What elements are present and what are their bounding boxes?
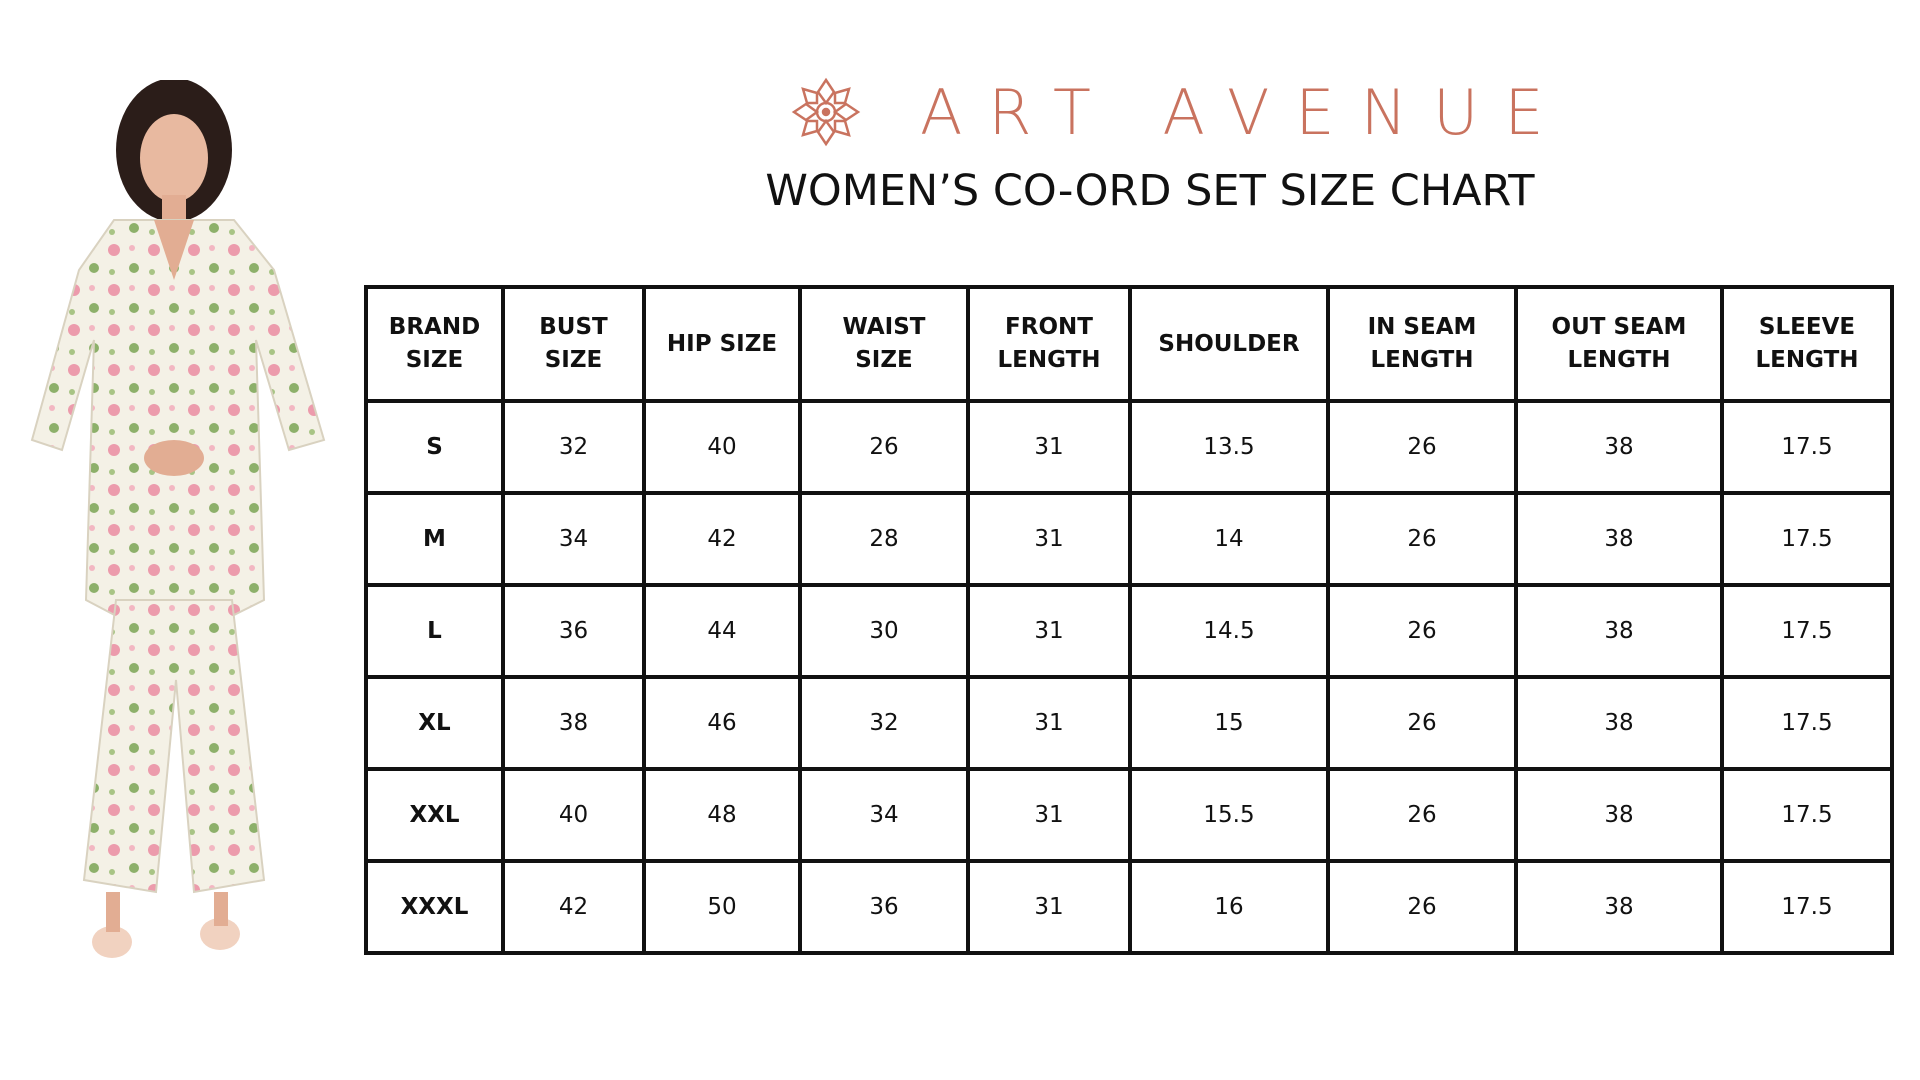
table-row	[366, 677, 1892, 769]
column-header-label: FRONT	[1005, 314, 1093, 340]
measurement-cell: 38	[1516, 861, 1722, 953]
measurement-cell: 38	[1516, 585, 1722, 677]
column-header-label: BRAND	[388, 314, 481, 340]
column-header-label: SIZE	[544, 347, 603, 373]
column-header	[503, 287, 644, 401]
size-cell: XXL	[366, 769, 503, 861]
measurement-cell: 17.5	[1722, 677, 1892, 769]
measurement-cell: 34	[503, 493, 644, 585]
measurement-cell: 46	[644, 677, 800, 769]
page-title: WOMEN’S CO-ORD SET SIZE CHART	[765, 166, 1535, 216]
table-row	[366, 493, 1892, 585]
measurement-cell: 50	[644, 861, 800, 953]
size-cell: L	[366, 585, 503, 677]
column-header	[968, 287, 1130, 401]
table-header-row	[366, 287, 1892, 401]
measurement-cell: 38	[1516, 677, 1722, 769]
size-cell: M	[366, 493, 503, 585]
size-cell: XXXL	[366, 861, 503, 953]
model-photo-icon	[24, 80, 344, 980]
measurement-cell: 17.5	[1722, 401, 1892, 493]
measurement-cell: 28	[800, 493, 968, 585]
table-row	[366, 401, 1892, 493]
measurement-cell: 15	[1130, 677, 1328, 769]
measurement-cell: 31	[968, 861, 1130, 953]
measurement-cell: 42	[503, 861, 644, 953]
measurement-cell: 36	[800, 861, 968, 953]
column-header-label: LENGTH	[1370, 347, 1474, 373]
measurement-cell: 26	[1328, 493, 1516, 585]
mandala-logo-icon	[790, 76, 862, 148]
size-cell: XL	[366, 677, 503, 769]
measurement-cell: 31	[968, 585, 1130, 677]
measurement-cell: 17.5	[1722, 585, 1892, 677]
column-header	[1130, 287, 1328, 401]
brand-name: ART AVENUE	[920, 75, 1570, 149]
column-header	[644, 287, 800, 401]
size-chart-table	[364, 285, 1894, 955]
measurement-cell: 26	[1328, 769, 1516, 861]
column-header-label: OUT SEAM	[1551, 314, 1687, 340]
measurement-cell: 31	[968, 677, 1130, 769]
column-header-label: BUST	[539, 314, 608, 340]
measurement-cell: 14	[1130, 493, 1328, 585]
column-header	[1328, 287, 1516, 401]
table-row	[366, 861, 1892, 953]
column-header-label: SIZE	[855, 347, 913, 373]
column-header-label: HIP SIZE	[666, 330, 778, 357]
measurement-cell: 26	[1328, 861, 1516, 953]
column-header	[1516, 287, 1722, 401]
table-row	[366, 769, 1892, 861]
measurement-cell: 34	[800, 769, 968, 861]
column-header-label: WAIST	[842, 314, 926, 340]
column-header-label: SIZE	[405, 347, 464, 373]
column-header-label: SLEEVE	[1758, 314, 1856, 340]
column-header-label: SHOULDER	[1158, 330, 1300, 357]
measurement-cell: 13.5	[1130, 401, 1328, 493]
brand-header	[790, 72, 1570, 152]
measurement-cell: 26	[1328, 677, 1516, 769]
column-header	[366, 287, 503, 401]
measurement-cell: 17.5	[1722, 861, 1892, 953]
model-photo	[24, 80, 344, 980]
measurement-cell: 36	[503, 585, 644, 677]
measurement-cell: 38	[1516, 769, 1722, 861]
measurement-cell: 32	[800, 677, 968, 769]
measurement-cell: 16	[1130, 861, 1328, 953]
measurement-cell: 38	[1516, 493, 1722, 585]
measurement-cell: 17.5	[1722, 769, 1892, 861]
measurement-cell: 48	[644, 769, 800, 861]
column-header-label: IN SEAM	[1367, 314, 1477, 340]
column-header-label: LENGTH	[1567, 347, 1671, 373]
measurement-cell: 26	[800, 401, 968, 493]
measurement-cell: 17.5	[1722, 493, 1892, 585]
measurement-cell: 38	[503, 677, 644, 769]
measurement-cell: 32	[503, 401, 644, 493]
measurement-cell: 38	[1516, 401, 1722, 493]
column-header	[1722, 287, 1892, 401]
measurement-cell: 14.5	[1130, 585, 1328, 677]
measurement-cell: 31	[968, 401, 1130, 493]
measurement-cell: 31	[968, 493, 1130, 585]
size-cell: S	[366, 401, 503, 493]
measurement-cell: 40	[503, 769, 644, 861]
measurement-cell: 31	[968, 769, 1130, 861]
table-row	[366, 585, 1892, 677]
measurement-cell: 26	[1328, 585, 1516, 677]
column-header-label: LENGTH	[997, 347, 1101, 373]
measurement-cell: 44	[644, 585, 800, 677]
measurement-cell: 15.5	[1130, 769, 1328, 861]
measurement-cell: 42	[644, 493, 800, 585]
column-header	[800, 287, 968, 401]
column-header-label: LENGTH	[1755, 347, 1859, 373]
measurement-cell: 30	[800, 585, 968, 677]
measurement-cell: 40	[644, 401, 800, 493]
measurement-cell: 26	[1328, 401, 1516, 493]
